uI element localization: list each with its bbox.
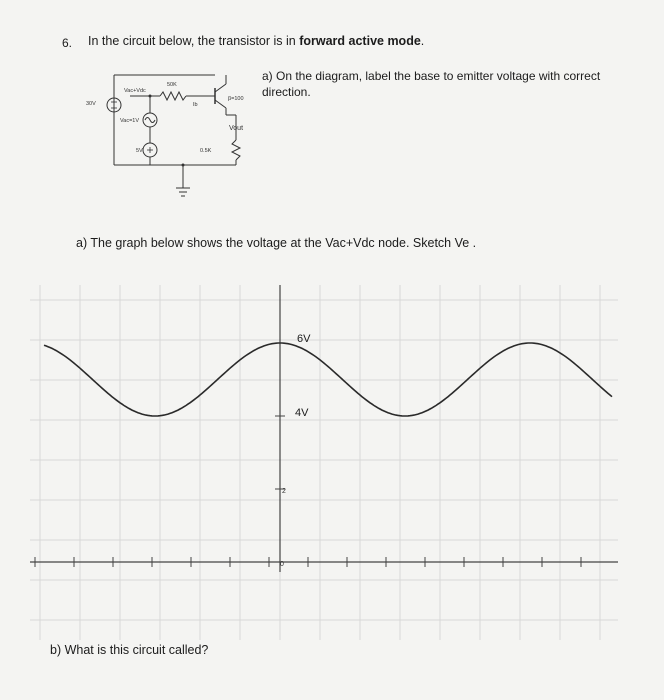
base-resistor-label: 50K [167, 82, 177, 88]
y-tick-label: 0 [280, 561, 284, 568]
part-a1-instruction: a) On the diagram, label the base to emitter voltage with correct direction. [262, 69, 601, 99]
question-text-bold: forward active mode [299, 34, 421, 48]
vcc-label: 30V [86, 101, 96, 107]
ib-label: Ib [193, 102, 198, 108]
vout-label: Vout [229, 125, 244, 132]
question-number: 6. [62, 36, 73, 50]
y-tick-label: 4V [295, 407, 309, 419]
y-tick-label: 6V [297, 333, 311, 345]
vac-label: Vac=1V [120, 118, 140, 124]
question-text-suffix: . [420, 34, 425, 48]
vdc-label: 5V [136, 148, 143, 154]
re-label: 0.5K [200, 148, 212, 154]
question-text-prefix: In the circuit below, the transistor is in [88, 34, 300, 48]
beta-label: β=100 [228, 96, 244, 102]
part-b-question: b) What is this circuit called? [50, 643, 209, 657]
part-a2-instruction: a) The graph below shows the voltage at the Vac+Vdc node. Sketch Ve . [76, 236, 477, 250]
y-tick-label: 2 [282, 488, 286, 495]
node-label: Vac+Vdc [124, 88, 146, 94]
